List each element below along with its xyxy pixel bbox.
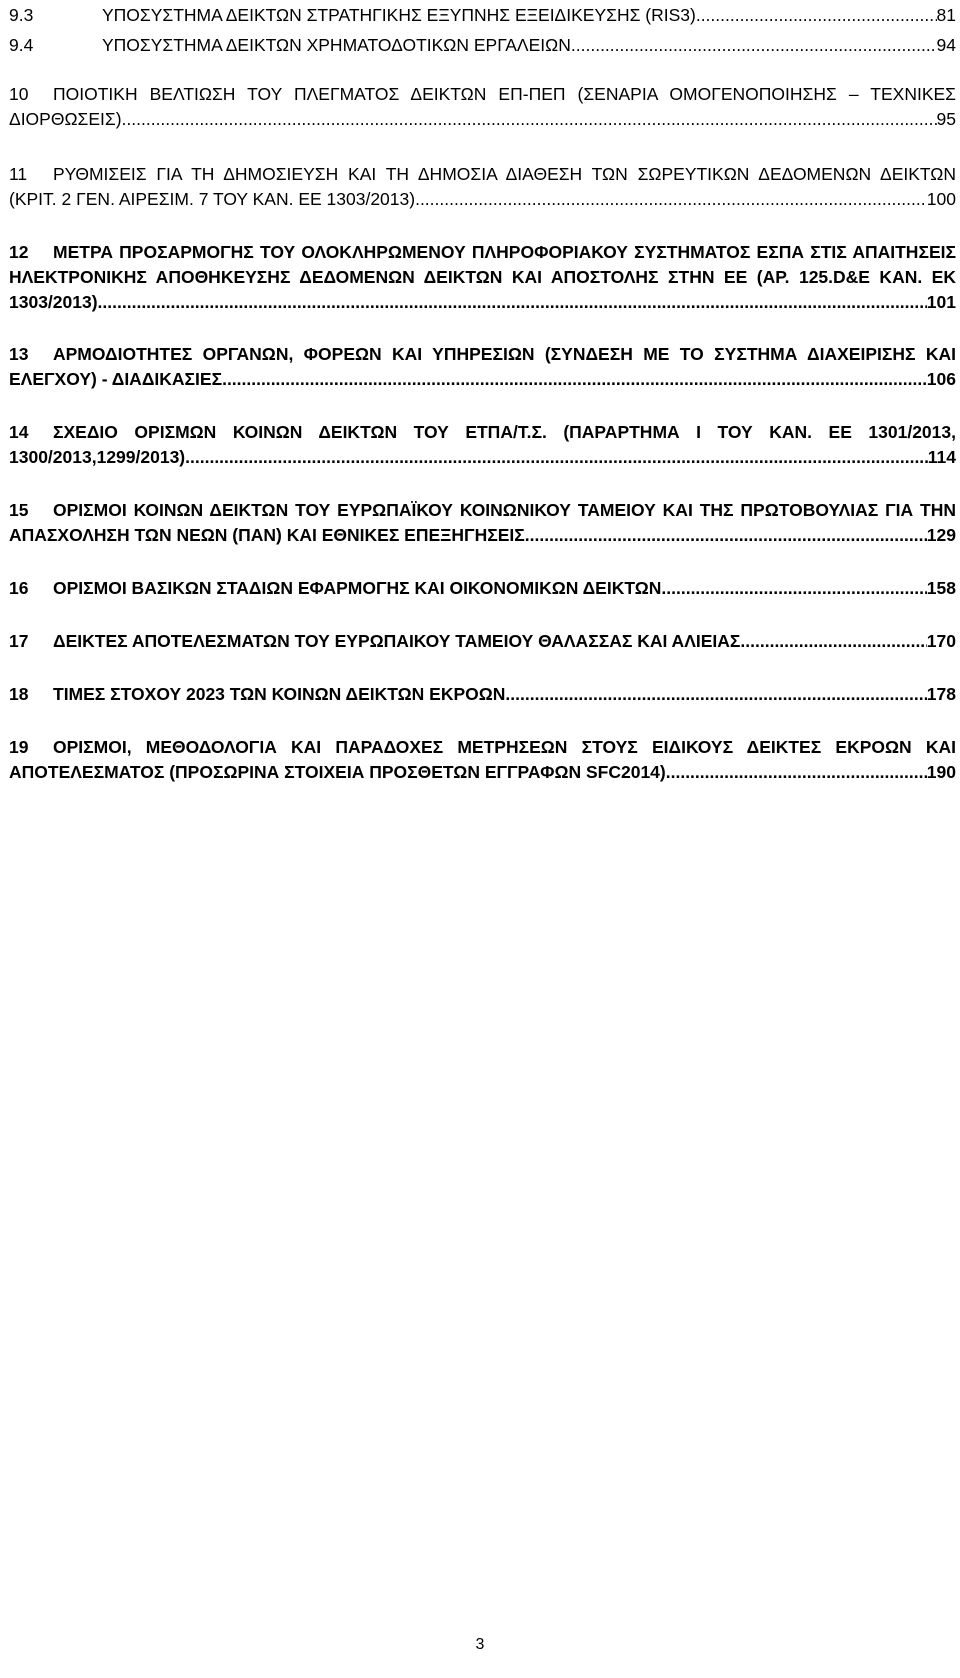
toc-entry-number: 14 bbox=[9, 422, 29, 442]
toc-entry-number: 9.3 bbox=[9, 5, 34, 25]
dot-leader bbox=[222, 367, 927, 392]
toc-entry-title-line: ΗΛΕΚΤΡΟΝΙΚΗΣ ΑΠΟΘΗΚΕΥΣΗΣ ΔΕΔΟΜΕΝΩΝ ΔΕΙΚΤΩΝ ΚΑΙ ΑΠΟΣΤΟΛΗΣ ΣΤΗΝ ΕΕ (ΑΡ. 125.D&E ΚΑΝ. ΕΚ bbox=[9, 267, 956, 287]
toc-entry-page: 101 bbox=[926, 292, 956, 312]
toc-entry-title-line: 1303/2013). bbox=[9, 292, 103, 312]
dot-leader bbox=[740, 629, 926, 654]
toc-entry-title-line: ΟΡΙΣΜΟΙ, ΜΕΘΟΔΟΛΟΓΙΑ ΚΑΙ ΠΑΡΑΔΟΧΕΣ ΜΕΤΡΗΣΕΩΝ ΣΤΟΥΣ ΕΙΔΙΚΟΥΣ ΔΕΙΚΤΕΣ ΕΚΡΟΩΝ ΚΑΙ bbox=[53, 737, 956, 757]
toc-entry-18[interactable] bbox=[9, 682, 956, 707]
toc-entry-14[interactable] bbox=[9, 420, 956, 470]
toc-entry-title-line: ΠΟΙΟΤΙΚΗ ΒΕΛΤΙΩΣΗ ΤΟΥ ΠΛΕΓΜΑΤΟΣ ΔΕΙΚΤΩΝ ΕΠ-ΠΕΠ (ΣΕΝΑΡΙΑ ΟΜΟΓΕΝΟΠΟΙΗΣΗΣ – ΤΕΧΝΙΚΕΣ bbox=[53, 84, 956, 104]
toc-entry-15[interactable] bbox=[9, 498, 956, 548]
toc-entry-17[interactable] bbox=[9, 629, 956, 654]
toc-entry-number: 18 bbox=[9, 684, 29, 704]
toc-entry-page: 95 bbox=[936, 109, 956, 129]
toc-entry-title-line: ΔΙΟΡΘΩΣΕΙΣ) bbox=[9, 109, 122, 129]
toc-entry-title-line: ΟΡΙΣΜΟΙ ΒΑΣΙΚΩΝ ΣΤΑΔΙΩΝ ΕΦΑΡΜΟΓΗΣ ΚΑΙ ΟΙΚΟΝΟΜΙΚΩΝ ΔΕΙΚΤΩΝ bbox=[53, 578, 662, 598]
dot-leader bbox=[571, 34, 937, 56]
toc-entry-9-4[interactable] bbox=[9, 34, 956, 56]
toc-entry-title: ΥΠΟΣΥΣΤΗΜΑ ΔΕΙΚΤΩΝ ΣΤΡΑΤΗΓΙΚΗΣ ΕΞΥΠΝΗΣ ΕΞΕΙΔΙΚΕΥΣΗΣ (RIS3) bbox=[102, 5, 696, 25]
toc-entry-title-line: 1300/2013,1299/2013) bbox=[9, 447, 186, 467]
toc-entry-page: 100 bbox=[926, 189, 956, 209]
toc-entry-page: 178 bbox=[926, 684, 956, 704]
toc-entry-number: 10 bbox=[9, 84, 29, 104]
toc-entry-number: 11 bbox=[9, 164, 28, 184]
dot-leader bbox=[510, 682, 927, 707]
toc-entry-page: 106 bbox=[926, 369, 956, 389]
toc-entry-title-line: ΔΕΙΚΤΕΣ ΑΠΟΤΕΛΕΣΜΑΤΩΝ ΤΟΥ ΕΥΡΩΠΑΙΚΟΥ ΤΑΜΕΙΟΥ ΘΑΛΑΣΣΑΣ ΚΑΙ ΑΛΙΕΙΑΣ bbox=[53, 631, 741, 651]
toc-entry-title-line: ΜΕΤΡΑ ΠΡΟΣΑΡΜΟΓΗΣ ΤΟΥ ΟΛΟΚΛΗΡΩΜΕΝΟΥ ΠΛΗΡΟΦΟΡΙΑΚΟΥ ΣΥΣΤΗΜΑΤΟΣ ΕΣΠΑ ΣΤΙΣ ΑΠΑΙΤΗΣΕΙΣ bbox=[53, 242, 956, 262]
dot-leader bbox=[420, 187, 927, 212]
toc-entry-title-line: ΑΠΟΤΕΛΕΣΜΑΤΟΣ (ΠΡΟΣΩΡΙΝΑ ΣΤΟΙΧΕΙΑ ΠΡΟΣΘΕΤΩΝ ΕΓΓΡΑΦΩΝ SFC2014) bbox=[9, 762, 666, 782]
dot-leader bbox=[102, 290, 926, 315]
toc-entry-page: 81 bbox=[936, 5, 956, 25]
dot-leader bbox=[185, 445, 928, 470]
toc-entry-page: 114 bbox=[927, 447, 956, 467]
toc-entry-number: 17 bbox=[9, 631, 29, 651]
toc-entry-title: ΥΠΟΣΥΣΤΗΜΑ ΔΕΙΚΤΩΝ ΧΡΗΜΑΤΟΔΟΤΙΚΩΝ ΕΡΓΑΛΕΙΩΝ bbox=[102, 35, 571, 55]
dot-leader bbox=[525, 523, 927, 548]
toc-entry-title-line: ΤΙΜΕΣ ΣΤΟΧΟΥ 2023 ΤΩΝ ΚΟΙΝΩΝ ΔΕΙΚΤΩΝ ΕΚΡΟΩΝ. bbox=[53, 684, 511, 704]
toc-entry-number: 12 bbox=[9, 242, 29, 262]
toc-entry-title-line: ΕΛΕΓΧΟΥ) - ΔΙΑΔΙΚΑΣΙΕΣ bbox=[9, 369, 223, 389]
toc-entry-10[interactable] bbox=[9, 82, 956, 132]
toc-entry-title-line: ΣΧΕΔΙΟ ΟΡΙΣΜΩΝ ΚΟΙΝΩΝ ΔΕΙΚΤΩΝ ΤΟΥ ΕΤΠΑ/Τ.Σ. (ΠΑΡΑΡΤΗΜΑ Ι ΤΟΥ ΚΑΝ. ΕΕ 1301/2013, bbox=[53, 422, 956, 442]
toc-entry-16[interactable] bbox=[9, 576, 956, 601]
toc-entry-13[interactable] bbox=[9, 342, 956, 392]
toc-entry-page: 190 bbox=[926, 762, 956, 782]
toc-entry-title-line: ΑΡΜΟΔΙΟΤΗΤΕΣ ΟΡΓΑΝΩΝ, ΦΟΡΕΩΝ ΚΑΙ ΥΠΗΡΕΣΙΩΝ (ΣΥΝΔΕΣΗ ΜΕ ΤΟ ΣΥΣΤΗΜΑ ΔΙΑΧΕΙΡΙΣΗΣ ΚΑΙ bbox=[53, 344, 956, 364]
toc-entry-page: 158 bbox=[926, 578, 956, 598]
dot-leader bbox=[696, 4, 937, 26]
toc-entry-number: 16 bbox=[9, 578, 29, 598]
dot-leader bbox=[666, 760, 927, 785]
toc-entry-page: 94 bbox=[936, 35, 956, 55]
toc-entry-number: 15 bbox=[9, 500, 29, 520]
toc-entry-page: 129 bbox=[926, 525, 956, 545]
toc-entry-19[interactable] bbox=[9, 735, 956, 785]
toc-entry-number: 19 bbox=[9, 737, 29, 757]
toc-entry-page: 170 bbox=[926, 631, 956, 651]
toc-entry-11[interactable] bbox=[9, 162, 956, 212]
toc-entry-12[interactable] bbox=[9, 240, 956, 315]
toc-entry-number: 9.4 bbox=[9, 35, 34, 55]
toc-entry-title-line: ΟΡΙΣΜΟΙ ΚΟΙΝΩΝ ΔΕΙΚΤΩΝ ΤΟΥ ΕΥΡΩΠΑΪΚΟΥ ΚΟΙΝΩΝΙΚΟΥ ΤΑΜΕΙΟΥ ΚΑΙ ΤΗΣ ΠΡΩΤΟΒΟΥΛΙΑΣ ΓΙΑ ΤΗΝ bbox=[53, 500, 956, 520]
toc-entry-9-3[interactable] bbox=[9, 4, 956, 26]
toc-entry-title-line: ΡΥΘΜΙΣΕΙΣ ΓΙΑ ΤΗ ΔΗΜΟΣΙΕΥΣΗ ΚΑΙ ΤΗ ΔΗΜΟΣΙΑ ΔΙΑΘΕΣΗ ΤΩΝ ΣΩΡΕΥΤΙΚΩΝ ΔΕΔΟΜΕΝΩΝ ΔΕΙΚΤΩΝ bbox=[53, 164, 956, 184]
toc-entry-number: 13 bbox=[9, 344, 29, 364]
dot-leader bbox=[661, 576, 926, 601]
toc-entry-title-line: (ΚΡΙΤ. 2 ΓΕΝ. ΑΙΡΕΣΙΜ. 7 ΤΟΥ ΚΑΝ. ΕΕ 1303/2013). bbox=[9, 189, 420, 209]
toc-entry-title-line: ΑΠΑΣΧΟΛΗΣΗ ΤΩΝ ΝΕΩΝ (ΠΑΝ) ΚΑΙ ΕΘΝΙΚΕΣ ΕΠΕΞΗΓΗΣΕΙΣ bbox=[9, 525, 525, 545]
page-number: 3 bbox=[475, 1636, 485, 1653]
dot-leader bbox=[122, 107, 937, 132]
